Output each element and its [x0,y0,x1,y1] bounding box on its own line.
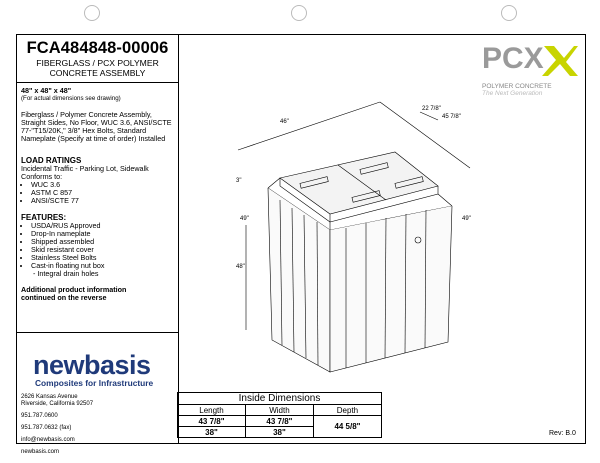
pcx-text: PCX [482,42,544,75]
contact-block [17,394,97,456]
binder-hole-left [84,5,100,21]
cell-width-1: 43 7/8" [245,416,313,427]
dim-lip: 3" [236,178,242,184]
table-title: Inside Dimensions [178,393,382,405]
list-item: • ASTM C 857 [31,189,174,197]
subtitle-line2: CONCRETE ASSEMBLY [49,68,146,78]
features-list [21,222,174,270]
additional-info-2: continued on the reverse [21,293,107,302]
list-item: • Skid resistant cover [31,246,174,254]
divider [17,332,178,333]
list-item: • Drop-In nameplate [31,230,174,238]
pcx-line1: POLYMER CONCRETE [482,83,552,90]
email: info@newbasis.com [21,437,75,443]
inside-dimensions-table [177,392,382,438]
spec-column [17,35,179,455]
cell-length-1: 43 7/8" [178,416,246,427]
conforms-label: Conforms to: [21,172,63,181]
conforms-list [21,181,174,205]
address-1: 2626 Kansas Avenue [21,394,78,400]
list-item: • ANSI/SCTE 77 [31,197,174,205]
features-subitem: - Integral drain holes [33,269,99,278]
subtitle-line1: FIBERGLASS / PCX POLYMER [36,58,159,68]
dim-height: 48" [236,264,245,270]
load-ratings-heading: LOAD RATINGS [21,156,82,165]
box-drawing [180,90,500,390]
binder-hole-right [501,5,517,21]
list-item: • USDA/RUS Approved [31,222,174,230]
dim-line-top-width [238,102,380,150]
address-2: Riverside, California 92507 [21,401,94,407]
list-item: • WUC 3.6 [31,181,174,189]
features-heading: FEATURES: [21,213,67,222]
dim-top-width: 46" [280,119,289,125]
dim-top-depth: 45 7/8" [442,114,461,120]
header-depth: Depth [313,405,381,416]
cell-depth: 44 5/8" [313,416,381,438]
title-box [17,35,178,83]
pcx-x-mark [542,46,578,76]
header-length: Length [178,405,246,416]
brand-name: newbasis [33,350,151,380]
cell-width-2: 38" [245,427,313,438]
phone: 951.787.0600 [21,413,58,419]
binder-hole-center [291,5,307,21]
pcx-line2: The Next Generation [482,90,543,97]
additional-info-1: Additional product information [21,285,127,294]
cell-length-2: 38" [178,427,246,438]
pcx-logo [478,38,578,97]
list-item: • Stainless Steel Bolts [31,254,174,262]
load-ratings-line: Incidental Traffic - Parking Lot, Sidewalk [21,164,149,173]
size-note: (For actual dimensions see drawing) [21,95,121,102]
lid [280,152,438,214]
dim-side-right: 49" [462,216,471,222]
part-number: FCA484848-00006 [26,39,169,57]
newbasis-logo [17,351,179,388]
size: 48" x 48" x 48" [21,86,72,95]
pcx-logo-mark [478,38,578,78]
brand-tagline: Composites for Infrastructure [35,378,154,388]
body-front-right [330,206,452,372]
list-item: • Cast-in floating nut box [31,262,174,270]
fax: 951.787.0632 (fax) [21,425,72,431]
dim-side-left: 49" [240,216,249,222]
description: Fiberglass / Polymer Concrete Assembly, Straight Sides, No Floor, WUC 3.6, ANSI/SCTE 77-"T15/20K," 3/8" Hex Bolts, Standard Nameplate (Specify at time of order) Installed [21,110,172,143]
header-width: Width [245,405,313,416]
revision: Rev: B.0 [549,430,576,437]
dim-line-lid [420,112,438,120]
website: newbasis.com [21,449,60,455]
list-item: • Shipped assembled [31,238,174,246]
dim-lid: 22 7/8" [422,106,441,112]
